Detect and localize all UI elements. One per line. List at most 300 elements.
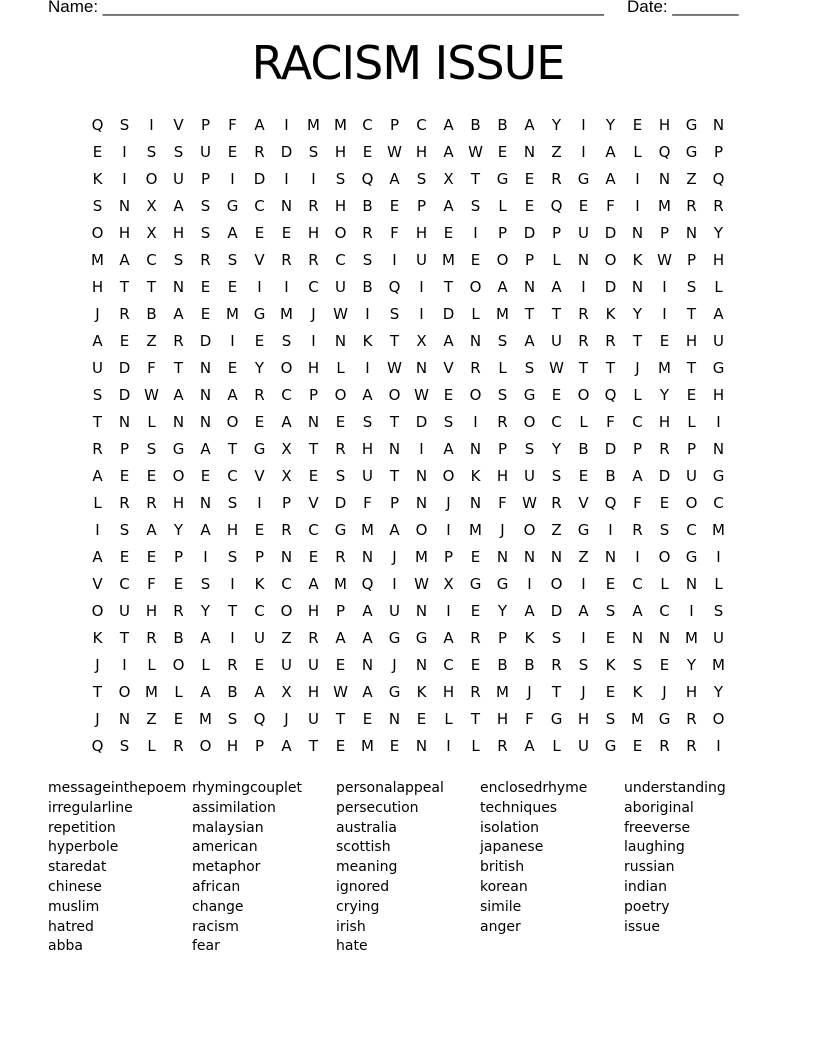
- grid-letter: U: [254, 629, 265, 647]
- grid-letter: L: [660, 575, 669, 593]
- grid-letter: S: [497, 332, 508, 350]
- word-list-item: scottish: [336, 839, 391, 856]
- word-column: [480, 779, 624, 957]
- grid-letter: E: [119, 548, 130, 566]
- grid-letter: E: [605, 683, 616, 701]
- grid-letter: J: [500, 521, 505, 539]
- grid-letter: R: [335, 548, 346, 566]
- grid-letter: T: [92, 683, 103, 701]
- grid-letter: G: [334, 521, 347, 539]
- word-list-item: hyperbole: [48, 839, 119, 856]
- grid-letter: X: [416, 332, 427, 350]
- header: [48, 0, 748, 19]
- grid-letter: N: [388, 440, 401, 458]
- grid-letter: Y: [200, 602, 211, 620]
- grid-letter: S: [92, 386, 103, 404]
- grid-letter: Y: [713, 224, 724, 242]
- grid-letter: M: [685, 629, 698, 647]
- grid-letter: H: [361, 440, 374, 458]
- grid-letter: J: [284, 710, 289, 728]
- grid-letter: W: [333, 305, 348, 323]
- grid-letter: B: [362, 197, 373, 215]
- grid-letter: O: [280, 359, 293, 377]
- grid-letter: H: [91, 278, 104, 296]
- grid-letter: N: [415, 359, 428, 377]
- word-list-item: african: [192, 878, 241, 895]
- grid-letter: T: [524, 305, 535, 323]
- grid-letter: M: [712, 521, 725, 539]
- grid-letter: N: [199, 359, 212, 377]
- grid-letter: I: [716, 548, 721, 566]
- grid-letter: Y: [551, 116, 562, 134]
- grid-letter: P: [308, 386, 319, 404]
- grid-letter: H: [658, 116, 671, 134]
- grid-letter: S: [146, 440, 157, 458]
- grid-letter: R: [578, 332, 589, 350]
- grid-letter: I: [311, 332, 316, 350]
- grid-letter: N: [118, 197, 131, 215]
- grid-letter: Q: [253, 710, 266, 728]
- grid-letter: N: [469, 440, 482, 458]
- grid-letter: A: [632, 467, 643, 485]
- grid-letter: G: [496, 575, 509, 593]
- grid-letter: M: [145, 683, 158, 701]
- grid-letter: G: [658, 710, 671, 728]
- grid-letter: K: [416, 683, 427, 701]
- grid-letter: E: [335, 413, 346, 431]
- grid-letter: E: [119, 467, 130, 485]
- grid-letter: A: [119, 251, 130, 269]
- grid-letter: N: [523, 143, 536, 161]
- grid-letter: U: [551, 332, 562, 350]
- grid-letter: E: [146, 548, 157, 566]
- grid-letter: P: [659, 224, 670, 242]
- grid-letter: P: [443, 548, 454, 566]
- word-list-item: meaning: [336, 859, 398, 876]
- grid-letter: C: [281, 575, 292, 593]
- word-list-item: british: [480, 859, 525, 876]
- grid-letter: H: [226, 737, 239, 755]
- grid-letter: A: [443, 197, 454, 215]
- grid-letter: P: [713, 143, 724, 161]
- grid-letter: K: [470, 467, 481, 485]
- grid-letter: N: [631, 224, 644, 242]
- word-list-item: chinese: [48, 878, 102, 895]
- word-list-item: enclosedrhyme: [480, 780, 588, 796]
- grid-letter: K: [92, 170, 103, 188]
- grid-letter: E: [470, 656, 481, 674]
- grid-letter: U: [335, 278, 346, 296]
- grid-letter: O: [415, 521, 428, 539]
- grid-letter: C: [659, 602, 670, 620]
- word-list-item: indian: [624, 878, 667, 895]
- grid-letter: O: [523, 413, 536, 431]
- grid-letter: I: [446, 737, 451, 755]
- grid-letter: U: [119, 602, 130, 620]
- grid-letter: I: [284, 116, 289, 134]
- grid-letter: R: [254, 143, 265, 161]
- grid-letter: K: [632, 683, 643, 701]
- grid-letter: T: [389, 467, 400, 485]
- grid-letter: G: [604, 737, 617, 755]
- grid-letter: N: [523, 548, 536, 566]
- grid-letter: K: [524, 629, 535, 647]
- grid-letter: S: [551, 629, 562, 647]
- grid-letter: S: [335, 170, 346, 188]
- grid-letter: Z: [281, 629, 292, 647]
- grid-letter: V: [173, 116, 184, 134]
- grid-row: [84, 545, 732, 572]
- grid-letter: M: [496, 305, 509, 323]
- grid-letter: Q: [604, 386, 617, 404]
- grid-letter: A: [281, 413, 292, 431]
- word-column: [192, 779, 336, 957]
- grid-letter: T: [92, 413, 103, 431]
- grid-letter: I: [419, 305, 424, 323]
- grid-row: [84, 167, 732, 194]
- grid-letter: I: [527, 575, 532, 593]
- grid-letter: G: [550, 710, 563, 728]
- grid-letter: S: [335, 467, 346, 485]
- grid-letter: T: [308, 737, 319, 755]
- grid-letter: E: [119, 332, 130, 350]
- grid-letter: I: [122, 143, 127, 161]
- grid-letter: B: [173, 629, 184, 647]
- grid-letter: V: [254, 251, 265, 269]
- grid-letter: Y: [686, 656, 697, 674]
- grid-letter: A: [227, 224, 238, 242]
- grid-letter: F: [147, 575, 156, 593]
- grid-letter: B: [605, 467, 616, 485]
- grid-letter: K: [605, 305, 616, 323]
- grid-letter: E: [335, 656, 346, 674]
- grid-letter: S: [524, 359, 535, 377]
- grid-letter: A: [173, 386, 184, 404]
- grid-letter: Q: [361, 170, 374, 188]
- grid-letter: H: [415, 224, 428, 242]
- grid-row: [84, 329, 732, 356]
- grid-letter: T: [389, 332, 400, 350]
- grid-letter: T: [686, 359, 697, 377]
- grid-letter: U: [713, 629, 724, 647]
- grid-letter: O: [118, 683, 131, 701]
- grid-letter: L: [714, 278, 723, 296]
- grid-letter: E: [524, 197, 535, 215]
- grid-letter: G: [496, 170, 509, 188]
- grid-letter: U: [578, 737, 589, 755]
- word-list-item: australia: [336, 819, 397, 836]
- grid-letter: Q: [91, 116, 104, 134]
- grid-letter: S: [119, 116, 130, 134]
- grid-letter: K: [605, 656, 616, 674]
- grid-letter: A: [362, 602, 373, 620]
- grid-letter: N: [604, 548, 617, 566]
- grid-letter: Z: [146, 710, 157, 728]
- grid-letter: R: [173, 602, 184, 620]
- grid-letter: D: [550, 602, 563, 620]
- grid-letter: M: [415, 548, 428, 566]
- grid-letter: I: [662, 278, 667, 296]
- grid-letter: P: [200, 116, 211, 134]
- grid-letter: G: [685, 116, 698, 134]
- grid-letter: R: [632, 521, 643, 539]
- word-list-item: staredat: [48, 859, 107, 876]
- word-list-item: anger: [480, 918, 521, 935]
- grid-letter: X: [281, 440, 292, 458]
- grid-letter: I: [446, 521, 451, 539]
- grid-letter: T: [389, 413, 400, 431]
- grid-letter: Q: [658, 143, 671, 161]
- grid-letter: A: [362, 683, 373, 701]
- grid-letter: L: [147, 656, 156, 674]
- grid-letter: L: [147, 413, 156, 431]
- grid-letter: E: [389, 737, 400, 755]
- grid-row: [84, 113, 732, 140]
- grid-letter: R: [92, 440, 103, 458]
- grid-letter: U: [686, 467, 697, 485]
- grid-letter: Y: [632, 305, 643, 323]
- word-list-item: understanding: [624, 780, 726, 796]
- grid-letter: H: [685, 332, 698, 350]
- grid-letter: S: [227, 251, 238, 269]
- word-list-item: laughing: [624, 839, 685, 856]
- grid-letter: E: [335, 737, 346, 755]
- grid-letter: A: [632, 602, 643, 620]
- grid-letter: I: [365, 305, 370, 323]
- grid-letter: G: [172, 440, 185, 458]
- grid-letter: O: [658, 548, 671, 566]
- grid-letter: O: [523, 521, 536, 539]
- grid-letter: A: [200, 629, 211, 647]
- grid-letter: V: [578, 494, 589, 512]
- grid-row: [84, 491, 732, 518]
- word-list-item: american: [192, 839, 258, 856]
- grid-letter: E: [200, 278, 211, 296]
- grid-letter: S: [200, 197, 211, 215]
- grid-letter: H: [145, 602, 158, 620]
- word-list-item: aboriginal: [624, 799, 694, 816]
- grid-letter: E: [524, 170, 535, 188]
- grid-letter: N: [199, 386, 212, 404]
- grid-letter: N: [496, 548, 509, 566]
- grid-letter: M: [199, 710, 212, 728]
- grid-letter: E: [92, 143, 103, 161]
- grid-letter: C: [551, 413, 562, 431]
- grid-letter: G: [685, 143, 698, 161]
- grid-letter: O: [280, 602, 293, 620]
- grid-letter: A: [443, 440, 454, 458]
- word-list-item: russian: [624, 859, 675, 876]
- grid-letter: A: [362, 629, 373, 647]
- grid-letter: T: [632, 332, 643, 350]
- grid-letter: W: [414, 386, 429, 404]
- grid-letter: A: [443, 332, 454, 350]
- grid-letter: T: [470, 710, 481, 728]
- grid-letter: O: [604, 251, 617, 269]
- grid-letter: S: [362, 251, 373, 269]
- grid-letter: T: [335, 710, 346, 728]
- grid-letter: I: [581, 116, 586, 134]
- grid-letter: T: [605, 359, 616, 377]
- word-list: [48, 779, 768, 957]
- grid-letter: N: [631, 629, 644, 647]
- grid-letter: H: [172, 224, 185, 242]
- grid-letter: N: [118, 413, 131, 431]
- grid-letter: H: [334, 143, 347, 161]
- grid-letter: N: [280, 197, 293, 215]
- grid-letter: A: [173, 305, 184, 323]
- grid-letter: L: [444, 710, 453, 728]
- grid-letter: M: [469, 521, 482, 539]
- grid-letter: O: [91, 224, 104, 242]
- grid-letter: S: [227, 548, 238, 566]
- word-column: [48, 779, 192, 957]
- grid-letter: X: [443, 575, 454, 593]
- grid-letter: Y: [605, 116, 616, 134]
- grid-letter: I: [608, 521, 613, 539]
- grid-letter: D: [523, 224, 536, 242]
- grid-row: [84, 140, 732, 167]
- grid-letter: S: [119, 737, 130, 755]
- grid-letter: S: [173, 143, 184, 161]
- grid-letter: I: [257, 494, 262, 512]
- grid-letter: R: [200, 251, 211, 269]
- grid-letter: A: [227, 386, 238, 404]
- grid-letter: A: [578, 602, 589, 620]
- grid-letter: E: [659, 494, 670, 512]
- grid-letter: O: [685, 494, 698, 512]
- grid-letter: F: [147, 359, 156, 377]
- grid-row: [84, 383, 732, 410]
- grid-letter: G: [685, 548, 698, 566]
- grid-letter: S: [524, 440, 535, 458]
- grid-row: [84, 680, 732, 707]
- grid-letter: G: [226, 197, 239, 215]
- word-list-item: korean: [480, 878, 528, 895]
- grid-letter: I: [230, 629, 235, 647]
- grid-letter: A: [146, 521, 157, 539]
- grid-letter: Z: [551, 521, 562, 539]
- grid-letter: I: [662, 305, 667, 323]
- grid-letter: V: [92, 575, 103, 593]
- grid-letter: H: [307, 359, 320, 377]
- grid-letter: P: [524, 251, 535, 269]
- grid-letter: W: [387, 143, 402, 161]
- grid-letter: S: [119, 521, 130, 539]
- grid-letter: T: [470, 170, 481, 188]
- grid-letter: R: [470, 629, 481, 647]
- grid-letter: R: [470, 683, 481, 701]
- grid-letter: E: [416, 710, 427, 728]
- grid-letter: E: [254, 332, 265, 350]
- grid-letter: S: [659, 521, 670, 539]
- grid-letter: G: [388, 683, 401, 701]
- grid-letter: D: [199, 332, 212, 350]
- grid-letter: P: [173, 548, 184, 566]
- grid-letter: U: [362, 467, 373, 485]
- grid-letter: A: [92, 467, 103, 485]
- grid-letter: K: [632, 251, 643, 269]
- grid-letter: D: [118, 386, 131, 404]
- word-list-item: hatred: [48, 918, 94, 935]
- name-field-label: Name: _____________________________________________________: [48, 0, 604, 16]
- grid-letter: R: [713, 197, 724, 215]
- grid-letter: M: [334, 575, 347, 593]
- grid-letter: D: [442, 305, 455, 323]
- grid-letter: A: [605, 170, 616, 188]
- grid-letter: U: [200, 143, 211, 161]
- grid-row: [84, 626, 732, 653]
- grid-letter: S: [146, 143, 157, 161]
- grid-letter: N: [523, 278, 536, 296]
- grid-letter: W: [549, 359, 564, 377]
- grid-letter: I: [284, 278, 289, 296]
- grid-letter: U: [416, 251, 427, 269]
- grid-letter: S: [200, 575, 211, 593]
- grid-letter: I: [392, 575, 397, 593]
- grid-letter: W: [657, 251, 672, 269]
- grid-letter: I: [95, 521, 100, 539]
- grid-letter: Z: [578, 548, 589, 566]
- grid-letter: B: [470, 116, 481, 134]
- grid-letter: E: [551, 386, 562, 404]
- grid-letter: T: [227, 602, 238, 620]
- grid-letter: E: [470, 602, 481, 620]
- grid-letter: G: [523, 386, 536, 404]
- grid-letter: S: [686, 278, 697, 296]
- grid-letter: U: [713, 332, 724, 350]
- grid-letter: N: [415, 602, 428, 620]
- grid-letter: L: [633, 386, 642, 404]
- grid-letter: C: [443, 656, 454, 674]
- grid-letter: J: [392, 656, 397, 674]
- grid-letter: I: [419, 440, 424, 458]
- grid-row: [84, 572, 732, 599]
- grid-letter: M: [658, 197, 671, 215]
- grid-letter: E: [659, 332, 670, 350]
- grid-letter: L: [93, 494, 102, 512]
- grid-letter: L: [471, 737, 480, 755]
- grid-letter: H: [307, 602, 320, 620]
- grid-row: [84, 599, 732, 626]
- grid-letter: R: [146, 494, 157, 512]
- grid-letter: L: [498, 359, 507, 377]
- grid-letter: O: [442, 467, 455, 485]
- grid-letter: H: [658, 413, 671, 431]
- grid-letter: F: [606, 197, 615, 215]
- grid-letter: E: [173, 575, 184, 593]
- grid-letter: A: [254, 116, 265, 134]
- grid-letter: E: [443, 224, 454, 242]
- grid-letter: E: [497, 143, 508, 161]
- grid-letter: I: [419, 278, 424, 296]
- grid-letter: R: [308, 251, 319, 269]
- grid-letter: G: [712, 359, 725, 377]
- grid-letter: U: [389, 602, 400, 620]
- grid-letter: M: [712, 656, 725, 674]
- grid-letter: P: [551, 224, 562, 242]
- grid-letter: P: [254, 737, 265, 755]
- grid-letter: N: [415, 467, 428, 485]
- grid-letter: D: [604, 440, 617, 458]
- grid-letter: T: [146, 278, 157, 296]
- grid-letter: L: [201, 656, 210, 674]
- word-list-item: abba: [48, 938, 83, 955]
- grid-letter: L: [336, 359, 345, 377]
- grid-letter: S: [713, 602, 724, 620]
- grid-letter: H: [442, 683, 455, 701]
- word-list-item: isolation: [480, 819, 540, 836]
